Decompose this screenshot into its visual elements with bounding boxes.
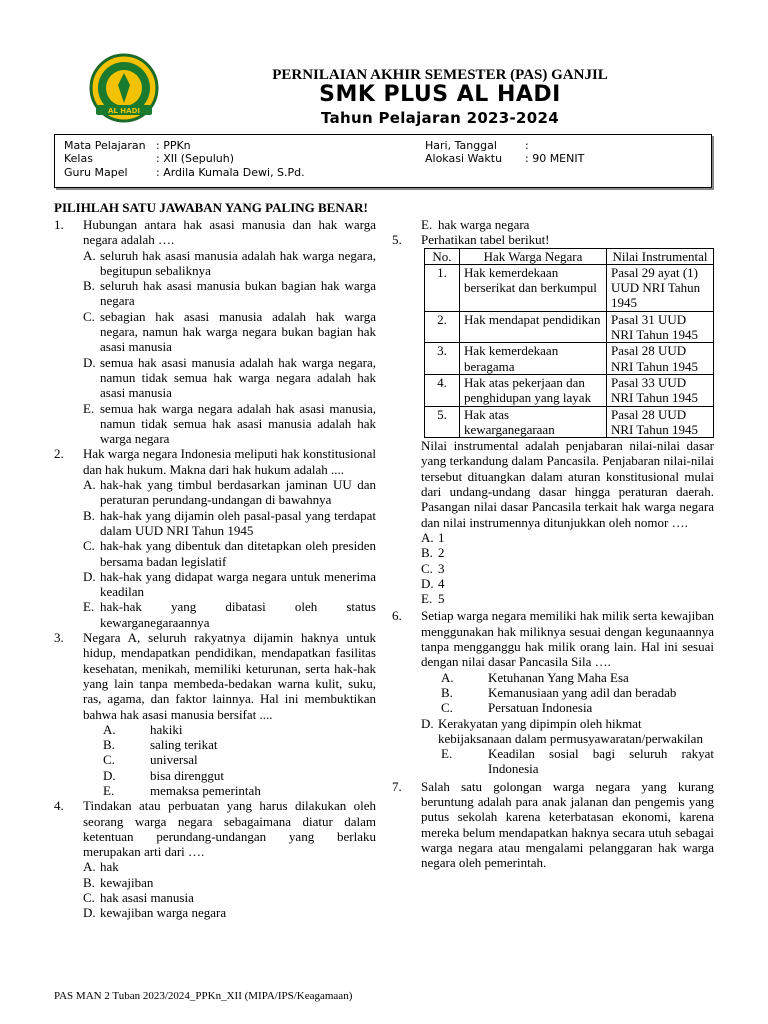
table-cell: 1. xyxy=(425,264,460,311)
table-cell: 5. xyxy=(425,406,460,438)
question-text: Salah satu golongan warga negara yang kurang beruntung adalah para anak jalanan dan pengemis yang putus sekolah karena keterbatasan ekonomi, karena mereka belum mendapatkan haknya secara utuh sebagai warga negara atau mengalami pelanggaran hak warga negara oleh pemerintah. xyxy=(421,778,714,871)
subject-value: : PPKn xyxy=(156,139,191,152)
table-cell: Pasal 28 UUD NRI Tahun 1945 xyxy=(607,343,714,375)
option-e[interactable]: E. memaksa pemerintah xyxy=(103,782,261,798)
table-header: Nilai Instrumental xyxy=(607,248,714,264)
option-c[interactable]: C. Persatuan Indonesia xyxy=(441,700,593,716)
option-e[interactable]: E. hak-hak yang dibatasi oleh status kewarganegaraannya xyxy=(83,599,376,630)
option-c[interactable]: C. universal xyxy=(103,752,198,768)
option-c[interactable]: C. sebagian hak asasi manusia adalah hak warga negara, namun hak warga negara bukan bagian hak asasi manusia xyxy=(83,308,376,355)
left-column xyxy=(54,217,376,921)
question-7 xyxy=(392,779,714,871)
question-text: Setiap warga negara memiliki hak milik serta kewajiban menggunakan hak miliknya sesuai dengan kegunaannya tanpa mengganggu hak milik orang lain. Hal ini sesuai dengan nilai dasar Pancasila Sila …. xyxy=(421,608,714,670)
option-d[interactable]: D. kewajiban warga negara xyxy=(83,905,227,921)
table-cell: Pasal 28 UUD NRI Tahun 1945 xyxy=(607,406,714,438)
class-label: Kelas xyxy=(64,152,93,165)
table-header: Hak Warga Negara xyxy=(460,248,607,264)
school-name: SMK PLUS AL HADI xyxy=(319,82,561,107)
academic-year: Tahun Pelajaran 2023-2024 xyxy=(320,109,559,127)
table-cell: Hak kemerdekaan beragama xyxy=(460,343,607,375)
school-logo xyxy=(86,53,162,123)
duration-value: : 90 MENIT xyxy=(525,152,585,165)
option-e[interactable]: E. hak warga negara xyxy=(421,217,530,232)
question-2 xyxy=(54,446,376,630)
question-number: 5. xyxy=(392,232,402,248)
option-a[interactable]: A. 1 xyxy=(421,529,445,545)
question-number: 7. xyxy=(392,778,402,794)
table-cell: 3. xyxy=(425,343,460,375)
question-5-continuation: Nilai instrumental adalah penjabaran nilai-nilai dasar yang terkandung dalam Pancasila. Penjabaran nilai-nilai tersebut dituangkan dalam aturan konstitusional mulai dari undang-undang dasar hingga peraturan daerah. Pasangan nilai dasar Pancasila terkait hak warga negara dan nilai instrumennya ditunjukkan oleh nomor …. xyxy=(421,438,714,530)
table-row xyxy=(425,406,714,438)
option-b[interactable]: B. Kemanusiaan yang adil dan beradab xyxy=(441,684,677,700)
option-d[interactable]: D. semua hak asasi manusia adalah hak warga negara, namun tidak semua hak warga negara adalah hak asasi manusia xyxy=(83,354,376,401)
table-cell: Pasal 29 ayat (1) UUD NRI Tahun 1945 xyxy=(607,264,714,311)
question-number: 1. xyxy=(54,217,64,232)
option-a[interactable]: A. hak xyxy=(83,859,119,875)
question-text: Perhatikan tabel berikut! xyxy=(421,232,550,248)
table-cell: Hak mendapat pendidikan xyxy=(460,311,607,343)
duration-label: Alokasi Waktu xyxy=(425,152,503,165)
question-number: 2. xyxy=(54,446,64,462)
question-5 xyxy=(392,232,714,247)
option-b[interactable]: B. seluruh hak asasi manusia bukan bagian hak warga negara xyxy=(83,278,376,309)
table-row xyxy=(425,311,714,343)
option-e[interactable]: E. Keadilan sosial bagi seluruh rakyat Indonesia xyxy=(441,746,714,777)
question-number: 6. xyxy=(392,608,402,624)
exam-info-box xyxy=(54,134,712,188)
question-4 xyxy=(54,798,376,920)
table-header-row xyxy=(425,248,714,264)
question-1 xyxy=(54,217,376,446)
teacher-value: : Ardila Kumala Dewi, S.Pd. xyxy=(156,166,305,179)
table-cell: Hak atas kewarganegaraan xyxy=(460,406,607,438)
question-6 xyxy=(392,608,714,776)
logo-text: AL HADI xyxy=(107,107,141,115)
rights-table xyxy=(424,248,714,439)
table-row xyxy=(425,343,714,375)
option-c[interactable]: C. 3 xyxy=(421,560,445,576)
option-b[interactable]: B. kewajiban xyxy=(83,874,154,890)
table-row xyxy=(425,264,714,311)
exam-title: PERNILAIAN AKHIR SEMESTER (PAS) GANJIL xyxy=(272,67,608,83)
question-text: Hubungan antara hak asasi manusia dan hak warga negara adalah …. xyxy=(83,217,376,248)
option-d[interactable]: D. 4 xyxy=(421,575,445,591)
table-cell: Pasal 33 UUD NRI Tahun 1945 xyxy=(607,374,714,406)
instruction: PILIHLAH SATU JAWABAN YANG PALING BENAR! xyxy=(54,200,368,215)
table-cell: Hak kemerdekaan berserikat dan berkumpul xyxy=(460,264,607,311)
table-cell: Pasal 31 UUD NRI Tahun 1945 xyxy=(607,311,714,343)
question-3 xyxy=(54,630,376,798)
teacher-label: Guru Mapel xyxy=(64,166,128,179)
option-c[interactable]: C. hak asasi manusia xyxy=(83,890,194,906)
right-column xyxy=(392,217,714,870)
option-a[interactable]: A. hakiki xyxy=(103,721,183,737)
question-text: Negara A, seluruh rakyatnya dijamin haknya untuk hidup, mendapatkan pendidikan, mendapatkan fasilitas kesehatan, menikah, memiliki keturunan, serta hak-hak yang lain tanpa membeda-bedakan warna kulit, suku, ras, agama, dan faktor lainnya. Hal ini membuktikan bahwa hak asasi manusia bersifat .... xyxy=(83,630,376,722)
question-text: Hak warga negara Indonesia meliputi hak konstitusional dan hak hukum. Makna dari hak hukum adalah .... xyxy=(83,446,376,477)
question-number: 4. xyxy=(54,798,64,814)
option-b[interactable]: B. 2 xyxy=(421,545,445,561)
table-cell: 4. xyxy=(425,374,460,406)
page-footer: PAS MAN 2 Tuban 2023/2024_PPKn_XII (MIPA/IPS/Keagamaan) xyxy=(54,990,353,1002)
table-cell: 2. xyxy=(425,311,460,343)
question-number: 3. xyxy=(54,630,64,646)
option-a[interactable]: A. seluruh hak asasi manusia adalah hak warga negara, begitupun sebaliknya xyxy=(83,247,376,278)
option-a[interactable]: A. hak-hak yang timbul berdasarkan jaminan UU dan peraturan perundang-undangan di bawahnya xyxy=(83,477,376,508)
option-d[interactable]: D. hak-hak yang didapat warga negara untuk menerima keadilan xyxy=(83,568,376,600)
subject-label: Mata Pelajaran xyxy=(64,139,146,152)
option-e[interactable]: E. semua hak warga negara adalah hak asasi manusia, namun tidak semua hak asasi manusia adalah hak warga negara xyxy=(83,400,376,447)
table-header: No. xyxy=(425,248,460,264)
date-label: Hari, Tanggal xyxy=(425,139,497,152)
option-b[interactable]: B. saling terikat xyxy=(103,737,218,753)
option-d[interactable]: D. bisa direnggut xyxy=(103,767,225,783)
date-value: : xyxy=(525,139,529,152)
option-d[interactable]: D. Kerakyatan yang dipimpin oleh hikmat kebijaksanaan dalam permusyawaratan/perwakilan xyxy=(421,715,703,746)
class-value: : XII (Sepuluh) xyxy=(156,152,235,165)
table-cell: Hak atas pekerjaan dan penghidupan yang layak xyxy=(460,374,607,406)
question-text: Tindakan atau perbuatan yang harus dilakukan oleh seorang warga negara sebagaimana diatur dalam ketentuan perundang-undangan yang berlaku merupakan arti dari …. xyxy=(83,798,376,860)
option-b[interactable]: B. hak-hak yang dijamin oleh pasal-pasal yang terdapat dalam UUD NRI Tahun 1945 xyxy=(83,507,376,538)
option-e[interactable]: E. 5 xyxy=(421,591,445,607)
option-c[interactable]: C. hak-hak yang dibentuk dan ditetapkan oleh presiden bersama badan legislatif xyxy=(83,538,376,569)
table-row xyxy=(425,374,714,406)
option-a[interactable]: A. Ketuhanan Yang Maha Esa xyxy=(441,669,629,685)
